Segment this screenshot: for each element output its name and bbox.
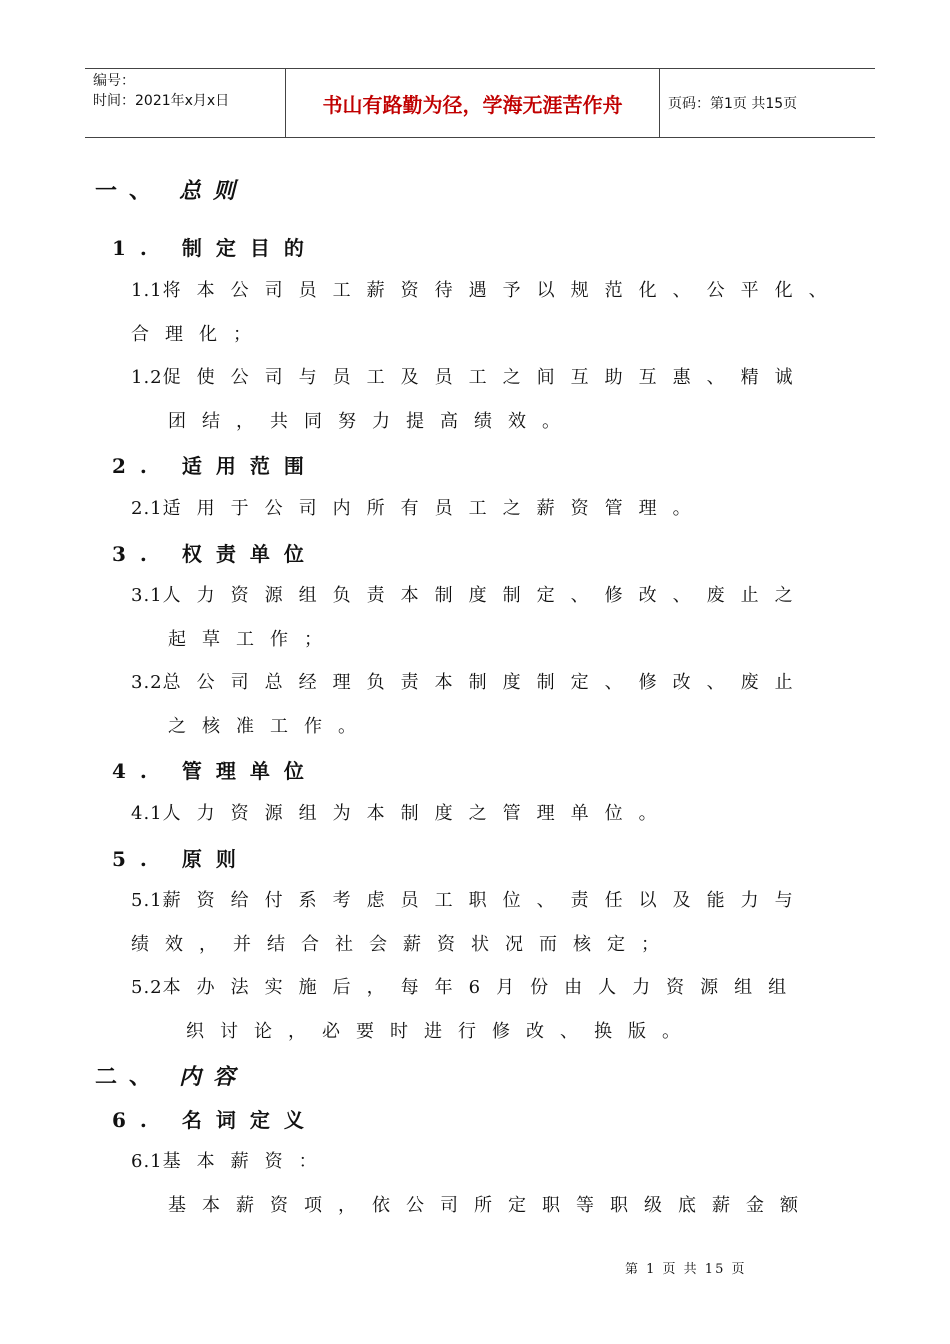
- paragraph-3-2: 3.2总公司总经理负责本制度制定、修改、废止: [131, 672, 809, 693]
- paragraph-5-1: 5.1薪资给付系考虑员工职位、责任以及能力与: [131, 890, 809, 911]
- header-motto: 书山有路勤为径，学海无涯苦作舟: [285, 69, 660, 137]
- subsection-1-heading: 1. 制定目的: [112, 236, 318, 260]
- section-2-heading: 二、 内容: [95, 1064, 248, 1090]
- subsection-2-heading: 2. 适用范围: [112, 454, 318, 478]
- page-header: [85, 68, 875, 138]
- paragraph-5-2-cont: 织讨论，必要时进行修改、换版。: [186, 1021, 696, 1042]
- paragraph-3-1-cont: 起草工作；: [168, 629, 338, 650]
- paragraph-4-1: 4.1人力资源组为本制度之管理单位。: [131, 803, 673, 824]
- paragraph-3-2-cont: 之核准工作。: [168, 716, 372, 737]
- subsection-6-heading: 6. 名词定义: [112, 1108, 318, 1132]
- header-meta: [93, 71, 229, 111]
- subsection-3-heading: 3. 权责单位: [112, 542, 318, 566]
- paragraph-1-1-cont: 合理化；: [131, 324, 267, 345]
- paragraph-1-1: 1.1将本公司员工薪资待遇予以规范化、公平化、: [131, 280, 843, 301]
- doc-number-label: 编号：: [93, 73, 135, 89]
- paragraph-5-2: 5.2本办法实施后，每年6月份由人力资源组组: [131, 977, 803, 998]
- paragraph-6-1: 6.1基本薪资：: [131, 1151, 333, 1172]
- paragraph-5-1-cont: 绩效，并结合社会薪资状况而核定；: [131, 934, 675, 955]
- page-footer: 第 1 页 共 15 页: [625, 1262, 747, 1277]
- doc-time-label: 时间：2021年x月x日: [93, 93, 230, 109]
- paragraph-3-1: 3.1人力资源组负责本制度制定、修改、废止之: [131, 585, 809, 606]
- section-1-heading: 一、 总则: [95, 178, 248, 204]
- paragraph-1-2-cont: 团结，共同努力提高绩效。: [168, 411, 576, 432]
- header-page-info: 页码：第1页 共15页: [668, 96, 798, 112]
- paragraph-6-1-cont: 基本薪资项，依公司所定职等职级底薪金额: [168, 1195, 814, 1216]
- paragraph-2-1: 2.1适用于公司内所有员工之薪资管理。: [131, 498, 707, 519]
- paragraph-1-2: 1.2促使公司与员工及员工之间互助互惠、精诚: [131, 367, 809, 388]
- subsection-4-heading: 4. 管理单位: [112, 759, 318, 783]
- subsection-5-heading: 5. 原则: [112, 847, 250, 871]
